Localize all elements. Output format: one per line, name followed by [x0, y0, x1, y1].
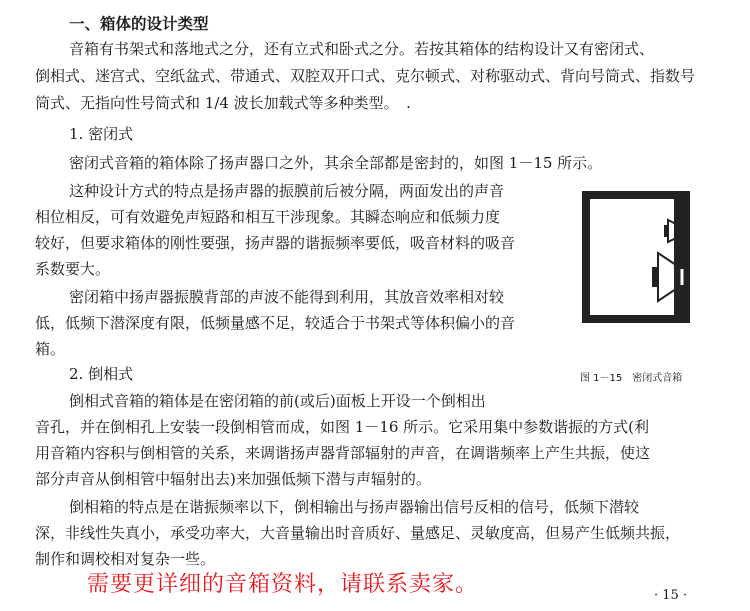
sealed-heading: 1. 密闭式: [69, 125, 134, 143]
cabinet-wall: [582, 191, 682, 323]
ported-heading: 2. 倒相式: [69, 365, 134, 383]
intro-line-2: 倒相式、迷宫式、空纸盆式、带通式、双腔双开口式、克尔顿式、对称驱动式、背向号筒式、指数号: [35, 67, 696, 85]
sealed-p3-line-1: 密闭箱中扬声器振膜背部的声波不能得到利用，其放音效率相对较: [69, 288, 505, 306]
ported-p1-line-3: 用音箱内容积与倒相管的关系，来调谐扬声器背部辐射的声音，在调谐频率上产生共振，使这: [35, 444, 651, 462]
sealed-p2-line-2: 相位相反，可有效避免声短路和相互干涉现象。其瞬态响应和低频力度: [35, 208, 501, 226]
page-number: · 15 ·: [654, 588, 688, 603]
ported-p1-line-4: 部分声音从倒相管中辐射出去)来加强低频下潜与声辐射的。: [35, 470, 431, 488]
intro-line-3: 筒式、无指向性号筒式和 1/4 波长加载式等多种类型。 .: [35, 94, 411, 112]
figure-caption: 图 1－15 密闭式音箱: [580, 373, 683, 384]
tweeter-magnet: [664, 225, 669, 237]
sealed-p3-line-2: 低，低频下潜深度有限，低频量感不足，较适合于书架式等体积偏小的音: [35, 314, 516, 332]
figure-sealed-speaker: [578, 187, 713, 353]
sealed-p2-line-1: 这种设计方式的特点是扬声器的振膜前后被分隔，两面发出的声音: [69, 182, 505, 200]
woofer-magnet: [652, 267, 659, 287]
ported-p1-line-1: 倒相式音箱的箱体是在密闭箱的前(或后)面板上开设一个倒相出: [69, 392, 486, 410]
intro-line-1: 音箱有书架式和落地式之分，还有立式和卧式之分。若按其箱体的结构设计又有密闭式、: [69, 40, 655, 58]
front-baffle: [682, 191, 690, 323]
sealed-p2-line-4: 系数要大。: [35, 260, 111, 278]
promo-banner: 需要更详细的音箱资料，请联系卖家。: [87, 572, 479, 597]
speaker-cabinet-icon: [578, 187, 713, 353]
ported-p1-line-2: 音孔，并在倒相孔上安装一段倒相管而成，如图 1－16 所示。它采用集中参数谐振的方式(利: [35, 418, 650, 436]
ported-p2-line-1: 倒相箱的特点是在谐振频率以下，倒相输出与扬声器输出信号反相的信号，低频下潜较: [69, 498, 640, 516]
ported-p2-line-2: 深，非线性失真小，承受功率大，大音量输出时音质好、量感足、灵敏度高，但易产生低频共振，: [35, 524, 681, 542]
sealed-p3-line-3: 箱。: [35, 340, 66, 358]
sealed-p1: 密闭式音箱的箱体除了扬声器口之外，其余全部都是密封的，如图 1－15 所示。: [69, 154, 603, 172]
section-title: 一、箱体的设计类型: [69, 15, 209, 33]
ported-p2-line-3: 制作和调校相对复杂一些。: [35, 550, 216, 568]
sealed-p2-line-3: 较好，但要求箱体的刚性要强，扬声器的谐振频率要低，吸音材料的吸音: [35, 234, 516, 252]
